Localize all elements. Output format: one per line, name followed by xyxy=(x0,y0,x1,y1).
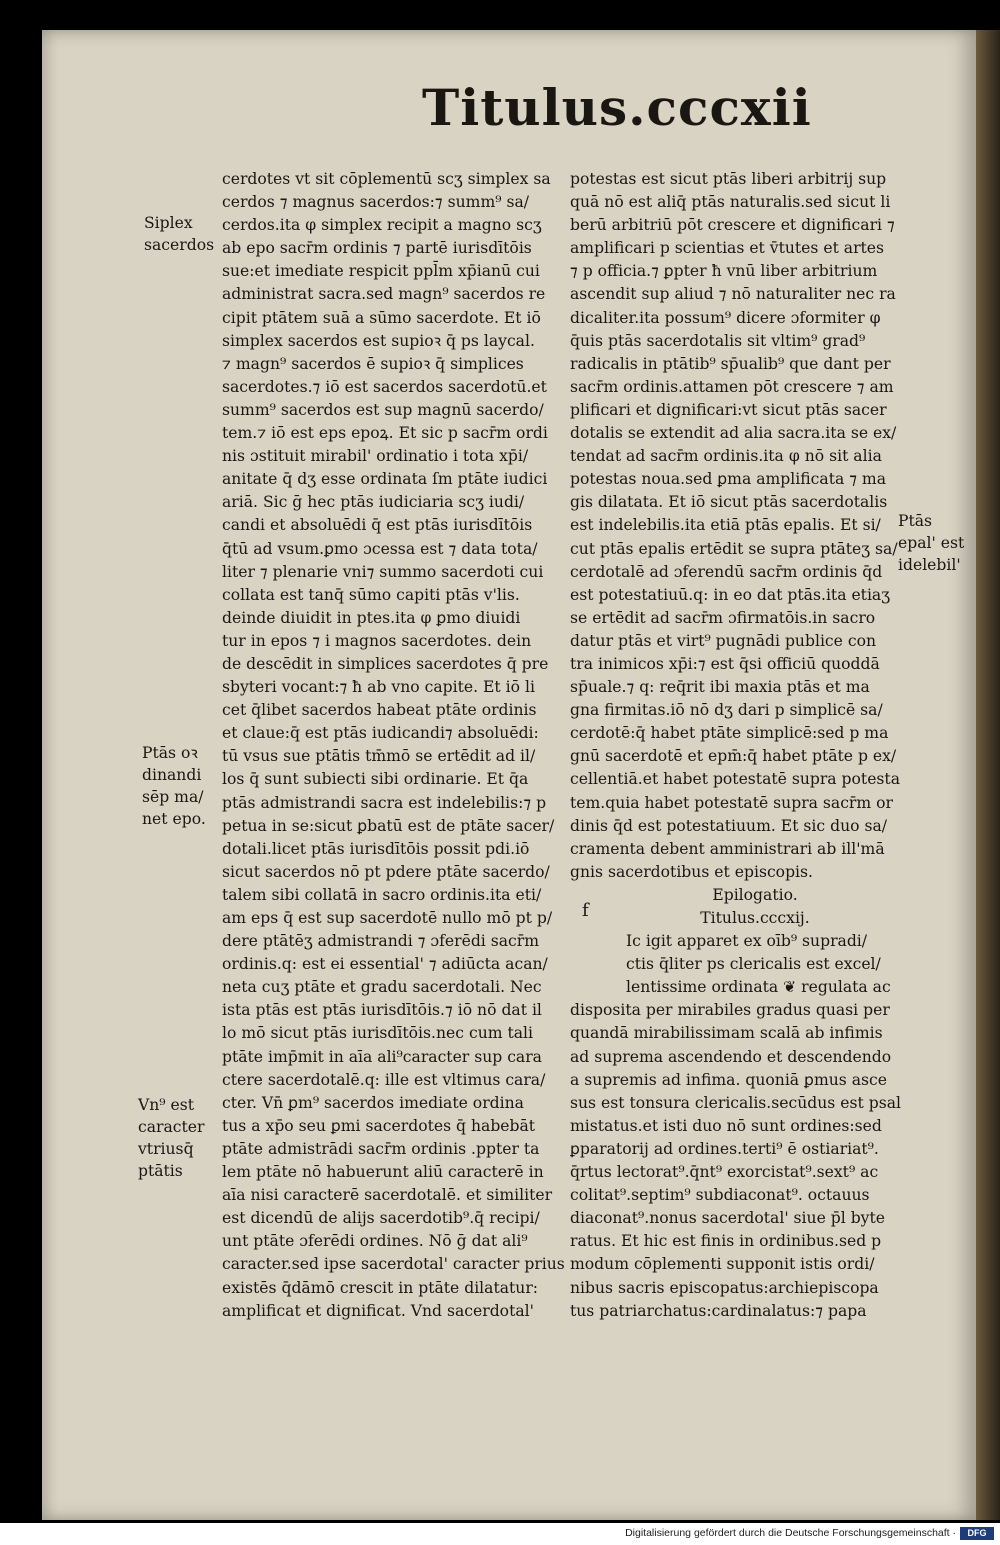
text-line: ab epo sacr̄m ordinis ⁊ partē iurisdītōis xyxy=(222,239,532,258)
text-line: potestas est sicut ptās liberi arbitrij sup xyxy=(570,170,887,188)
book-page xyxy=(42,30,976,1520)
text-line: talem sibi collatā in sacro ordinis.ita eti/ xyxy=(222,885,542,904)
margin-note-simplex: Siplex sacerdos xyxy=(144,214,215,254)
text-line: se ertēdit ad sacr̄m ɔfirmatōis.in sacro xyxy=(570,608,876,627)
text-line: tendat ad sacr̄m ordinis.ita φ nō sit alia xyxy=(570,447,882,466)
text-line: tū vsus sue ptātis tm̄mō se ertēdit ad il/ xyxy=(222,747,536,766)
text-line: dinis q̄d est potestatiuum. Et sic duo sa/ xyxy=(570,816,888,835)
section-heading: Titulus.cccxij. xyxy=(700,909,810,927)
left-text-column xyxy=(222,168,580,1323)
dfg-logo: DFG xyxy=(960,1527,994,1540)
initial-guide-letter: f xyxy=(582,900,589,921)
text-line: los q̄ sunt subiecti sibi ordinarie. Et q̄a xyxy=(222,770,529,789)
margin-note-ptas-ordinandi: Ptās oꝛ dinandi sēp ma/ net epo. xyxy=(142,744,206,828)
right-text-column xyxy=(570,168,940,1323)
text-line: sacr̄m ordinis.attamen pōt crescere ⁊ am xyxy=(570,377,894,396)
text-line: dotali.licet ptās iurisdītōis possit pdi.iō xyxy=(222,839,530,858)
text-line: disposita per mirabiles gradus quasi per xyxy=(570,1001,890,1020)
text-line: radicalis in ptātib⁹ sp̄ualib⁹ que dant per xyxy=(570,354,891,373)
text-line: quandā mirabilissimam scalā ab infimis xyxy=(570,1024,883,1043)
text-line: q̄uis ptās sacerdotalis sit vltim⁹ grad⁹ xyxy=(570,331,866,350)
text-line: cerdotalē ad ɔferendū sacr̄m ordinis q̄d xyxy=(570,562,883,581)
text-line: simplex sacerdos est supioꝛ q̄ ps laycal. xyxy=(222,331,535,350)
text-line: ctis q̄liter ps clericalis est excel/ xyxy=(626,955,881,974)
text-line: administrat sacra.sed magn⁹ sacerdos re xyxy=(222,285,546,304)
text-line: deinde diuidit in ptes.ita φ ꝑmo diuidi xyxy=(222,608,521,627)
epilogue-heading: Epilogatio. xyxy=(712,885,798,904)
text-line: cter. Vn̄ ꝑm⁹ sacerdos imediate ordina xyxy=(222,1093,524,1112)
text-line: cet q̄libet sacerdos habeat ptāte ordinis xyxy=(222,701,537,720)
text-line: lem ptāte nō habuerunt aliū caracterē in xyxy=(222,1163,544,1182)
text-line: quā nō est aliq̄ ptās naturalis.sed sicut li xyxy=(570,193,891,212)
text-line: ordinis.q: est ei essential' ⁊ adiūcta acan/ xyxy=(222,955,548,974)
text-line: cerdotē:q̄ habet ptāte simplicē:sed p ma xyxy=(570,724,889,743)
text-line: ascendit sup aliud ⁊ nō naturaliter nec ra xyxy=(570,285,896,304)
text-line: sue:et imediate respicit ppl̄m xp̄ianū cui xyxy=(222,262,540,281)
text-line: cramenta debent amministrari ab ill'mā xyxy=(570,839,885,858)
text-line: mistatus.et isti duo nō sunt ordines:sed xyxy=(570,1116,882,1135)
text-line: cut ptās epalis ertēdit se supra ptāteʒ sa/ xyxy=(570,539,898,558)
text-line: am eps q̄ est sup sacerdotē nullo mō pt p/ xyxy=(222,909,553,927)
text-line: dere ptātēʒ admistrandi ⁊ ɔferēdi sacr̄m xyxy=(222,932,540,951)
text-line: Ic igit apparet ex oīb⁹ supradi/ xyxy=(626,932,868,951)
text-line: est indelebilis.ita etiā ptās epalis. Et si/ xyxy=(570,516,881,535)
margin-note-vnus: Vn⁹ est caracter vtriusq̄ ptātis xyxy=(138,1096,205,1180)
text-line: tus patriarchatus:cardinalatus:⁊ papa xyxy=(570,1301,867,1320)
text-line: ratus. Et hic est finis in ordinibus.sed p xyxy=(570,1232,882,1251)
text-line: sacerdotes.⁊ iō est sacerdos sacerdotū.et xyxy=(222,377,547,396)
text-line: diaconat⁹.nonus sacerdotal' siue p̄l byte xyxy=(570,1209,885,1228)
text-line: anitate q̄ dʒ esse ordinata ſm ptāte iudici xyxy=(222,470,548,489)
text-line: ptās admistrandi sacra est indelebilis:⁊ p xyxy=(222,793,547,812)
page-title: Titulus.cccxii xyxy=(422,78,812,137)
text-line: cerdos.ita φ simplex recipit a magno scʒ xyxy=(222,216,542,235)
text-line: unt ptāte ɔferēdi ordines. Nō ḡ dat ali⁹ xyxy=(222,1232,528,1251)
text-line: amplificari p scientias et v̄tutes et artes xyxy=(570,239,885,258)
text-line: existēs q̄dāmō crescit in ptāte dilatatur: xyxy=(222,1278,539,1297)
text-line: petua in se:sicut ꝑbatū est de ptāte sacer/ xyxy=(222,816,555,835)
text-line: ad suprema ascendendo et descendendo xyxy=(570,1047,892,1066)
text-line: ista ptās est ptās iurisdītōis.⁊ iō nō dat il xyxy=(222,1001,542,1020)
text-line: cerdotes vt sit cōplementū scʒ simplex sa xyxy=(222,170,551,188)
text-line: sbyteri vocant:⁊ ħ ab vno capite. Et iō li xyxy=(222,678,535,697)
text-line: collata est tanq̄ sūmo capiti ptās v'lis. xyxy=(222,585,520,604)
text-line: nis ɔstituit mirabil' ordinatio i tota xp̄i/ xyxy=(222,447,529,466)
text-line: modum cōplementi supponit istis ordi/ xyxy=(570,1255,875,1274)
text-line: ctere sacerdotalē.q: ille est vltimus cara/ xyxy=(222,1070,546,1089)
text-line: sus est tonsura clericalis.secūdus est psal xyxy=(570,1093,901,1112)
text-line: berū arbitriū pōt crescere et dignificari ⁊ xyxy=(570,216,895,235)
text-line: potestas noua.sed ꝑma amplificata ⁊ ma xyxy=(570,470,887,489)
text-line: est potestatiuū.q: in eo dat ptās.ita etiaʒ xyxy=(570,585,891,604)
text-line: ariā. Sic ḡ hec ptās iudiciaria scʒ iudi/ xyxy=(222,493,525,512)
text-line: summ⁹ sacerdos est sup magnū sacerdo/ xyxy=(222,400,544,419)
text-line: ⁊ magn⁹ sacerdos ē supioꝛ q̄ simplices xyxy=(222,354,524,373)
footer-bar xyxy=(0,1523,1000,1545)
text-line: lentissime ordinata ❦ regulata ac xyxy=(626,978,891,997)
text-line: dotalis se extendit ad alia sacra.ita se ex/ xyxy=(570,424,897,443)
text-line: dicaliter.ita possum⁹ dicere ɔformiter φ xyxy=(570,308,881,327)
text-line: lo mō sicut ptās iurisdītōis.nec cum tali xyxy=(222,1024,534,1043)
text-line: et claue:q̄ est ptās iudicandi⁊ absoluēdi: xyxy=(222,724,539,743)
text-line: caracter.sed ipse sacerdotal' caracter prius xyxy=(222,1255,565,1274)
text-line: liter ⁊ plenarie vni⁊ summo sacerdoti cui xyxy=(222,562,544,581)
text-line: a supremis ad infima. quoniā ꝑmus asce xyxy=(570,1070,888,1089)
text-line: cellentiā.et habet potestatē supra potesta xyxy=(570,770,900,789)
text-line: ⁊ p officia.⁊ ꝑpter ħ vnū liber arbitrium xyxy=(570,262,878,281)
text-line: colitat⁹.septim⁹ subdiaconat⁹. octauus xyxy=(570,1186,870,1205)
margin-note-ptas-epal: Ptās epal' est idelebil' xyxy=(898,512,965,574)
text-line: ptāte admistrādi sacr̄m ordinis .ppter ta xyxy=(222,1139,540,1158)
footer-credit: Digitalisierung gefördert durch die Deutsche Forschungsgemeinschaft · xyxy=(625,1527,956,1539)
text-line: tem.⁊ iō est eps epoꝝ. Et sic p sacr̄m ordi xyxy=(222,424,548,443)
text-line: cerdos ⁊ magnus sacerdos:⁊ summ⁹ sa/ xyxy=(222,193,529,212)
page-edge xyxy=(976,30,1000,1520)
text-line: gis dilatata. Et iō sicut ptās sacerdotalis xyxy=(570,493,888,512)
text-line: q̄tū ad vsum.ꝑmo ɔcessa est ⁊ data tota/ xyxy=(222,539,538,558)
text-line: tra inimicos xp̄i:⁊ est q̄si officiū quoddā xyxy=(570,654,880,673)
text-line: tem.quia habet potestatē supra sacr̄m or xyxy=(570,793,893,812)
text-line: tus a xp̄o seu ꝑmi sacerdotes q̄ habebāt xyxy=(222,1116,536,1135)
text-line: ꝑparatorij ad ordines.terti⁹ ē ostiariat⁹. xyxy=(570,1139,879,1158)
text-line: ptāte imp̄mit in aīa ali⁹caracter sup cara xyxy=(222,1047,542,1066)
text-line: aīa nisi caracterē sacerdotalē. et similiter xyxy=(222,1186,553,1205)
text-line: neta cuʒ ptāte et gradu sacerdotali. Nec xyxy=(222,978,542,997)
text-line: sicut sacerdos nō pt pdere ptāte sacerdo/ xyxy=(222,862,550,881)
text-line: nibus sacris episcopatus:archiepiscopa xyxy=(570,1278,879,1297)
text-line: est dicendū de alijs sacerdotib⁹.q̄ recipi/ xyxy=(222,1209,540,1228)
text-line: plificari et dignificari:vt sicut ptās sacer xyxy=(570,400,887,419)
text-line: gna firmitas.iō nō dʒ dari p simplicē sa/ xyxy=(570,701,883,720)
text-line: datur ptās et virt⁹ pugnādi publice con xyxy=(570,631,877,650)
text-line: de descēdit in simplices sacerdotes q̄ pre xyxy=(222,654,549,673)
text-line: gnū sacerdotē et epm̄:q̄ habet ptāte p ex/ xyxy=(570,747,897,766)
text-line: gnis sacerdotibus et episcopis. xyxy=(570,862,813,881)
text-line: amplificat et dignificat. Vnd sacerdotal' xyxy=(222,1301,534,1320)
text-line: tur in epos ⁊ i magnos sacerdotes. dein xyxy=(222,631,532,650)
text-line: q̄rtus lectorat⁹.q̄nt⁹ exorcistat⁹.sext⁹ ac xyxy=(570,1163,879,1182)
text-line: candi et absoluēdi q̄ est ptās iurisdītōis xyxy=(222,516,533,535)
text-line: cipit ptātem suā a sūmo sacerdote. Et iō xyxy=(222,308,541,327)
text-line: sp̄uale.⁊ q: req̄rit ibi maxia ptās et ma xyxy=(570,678,870,697)
